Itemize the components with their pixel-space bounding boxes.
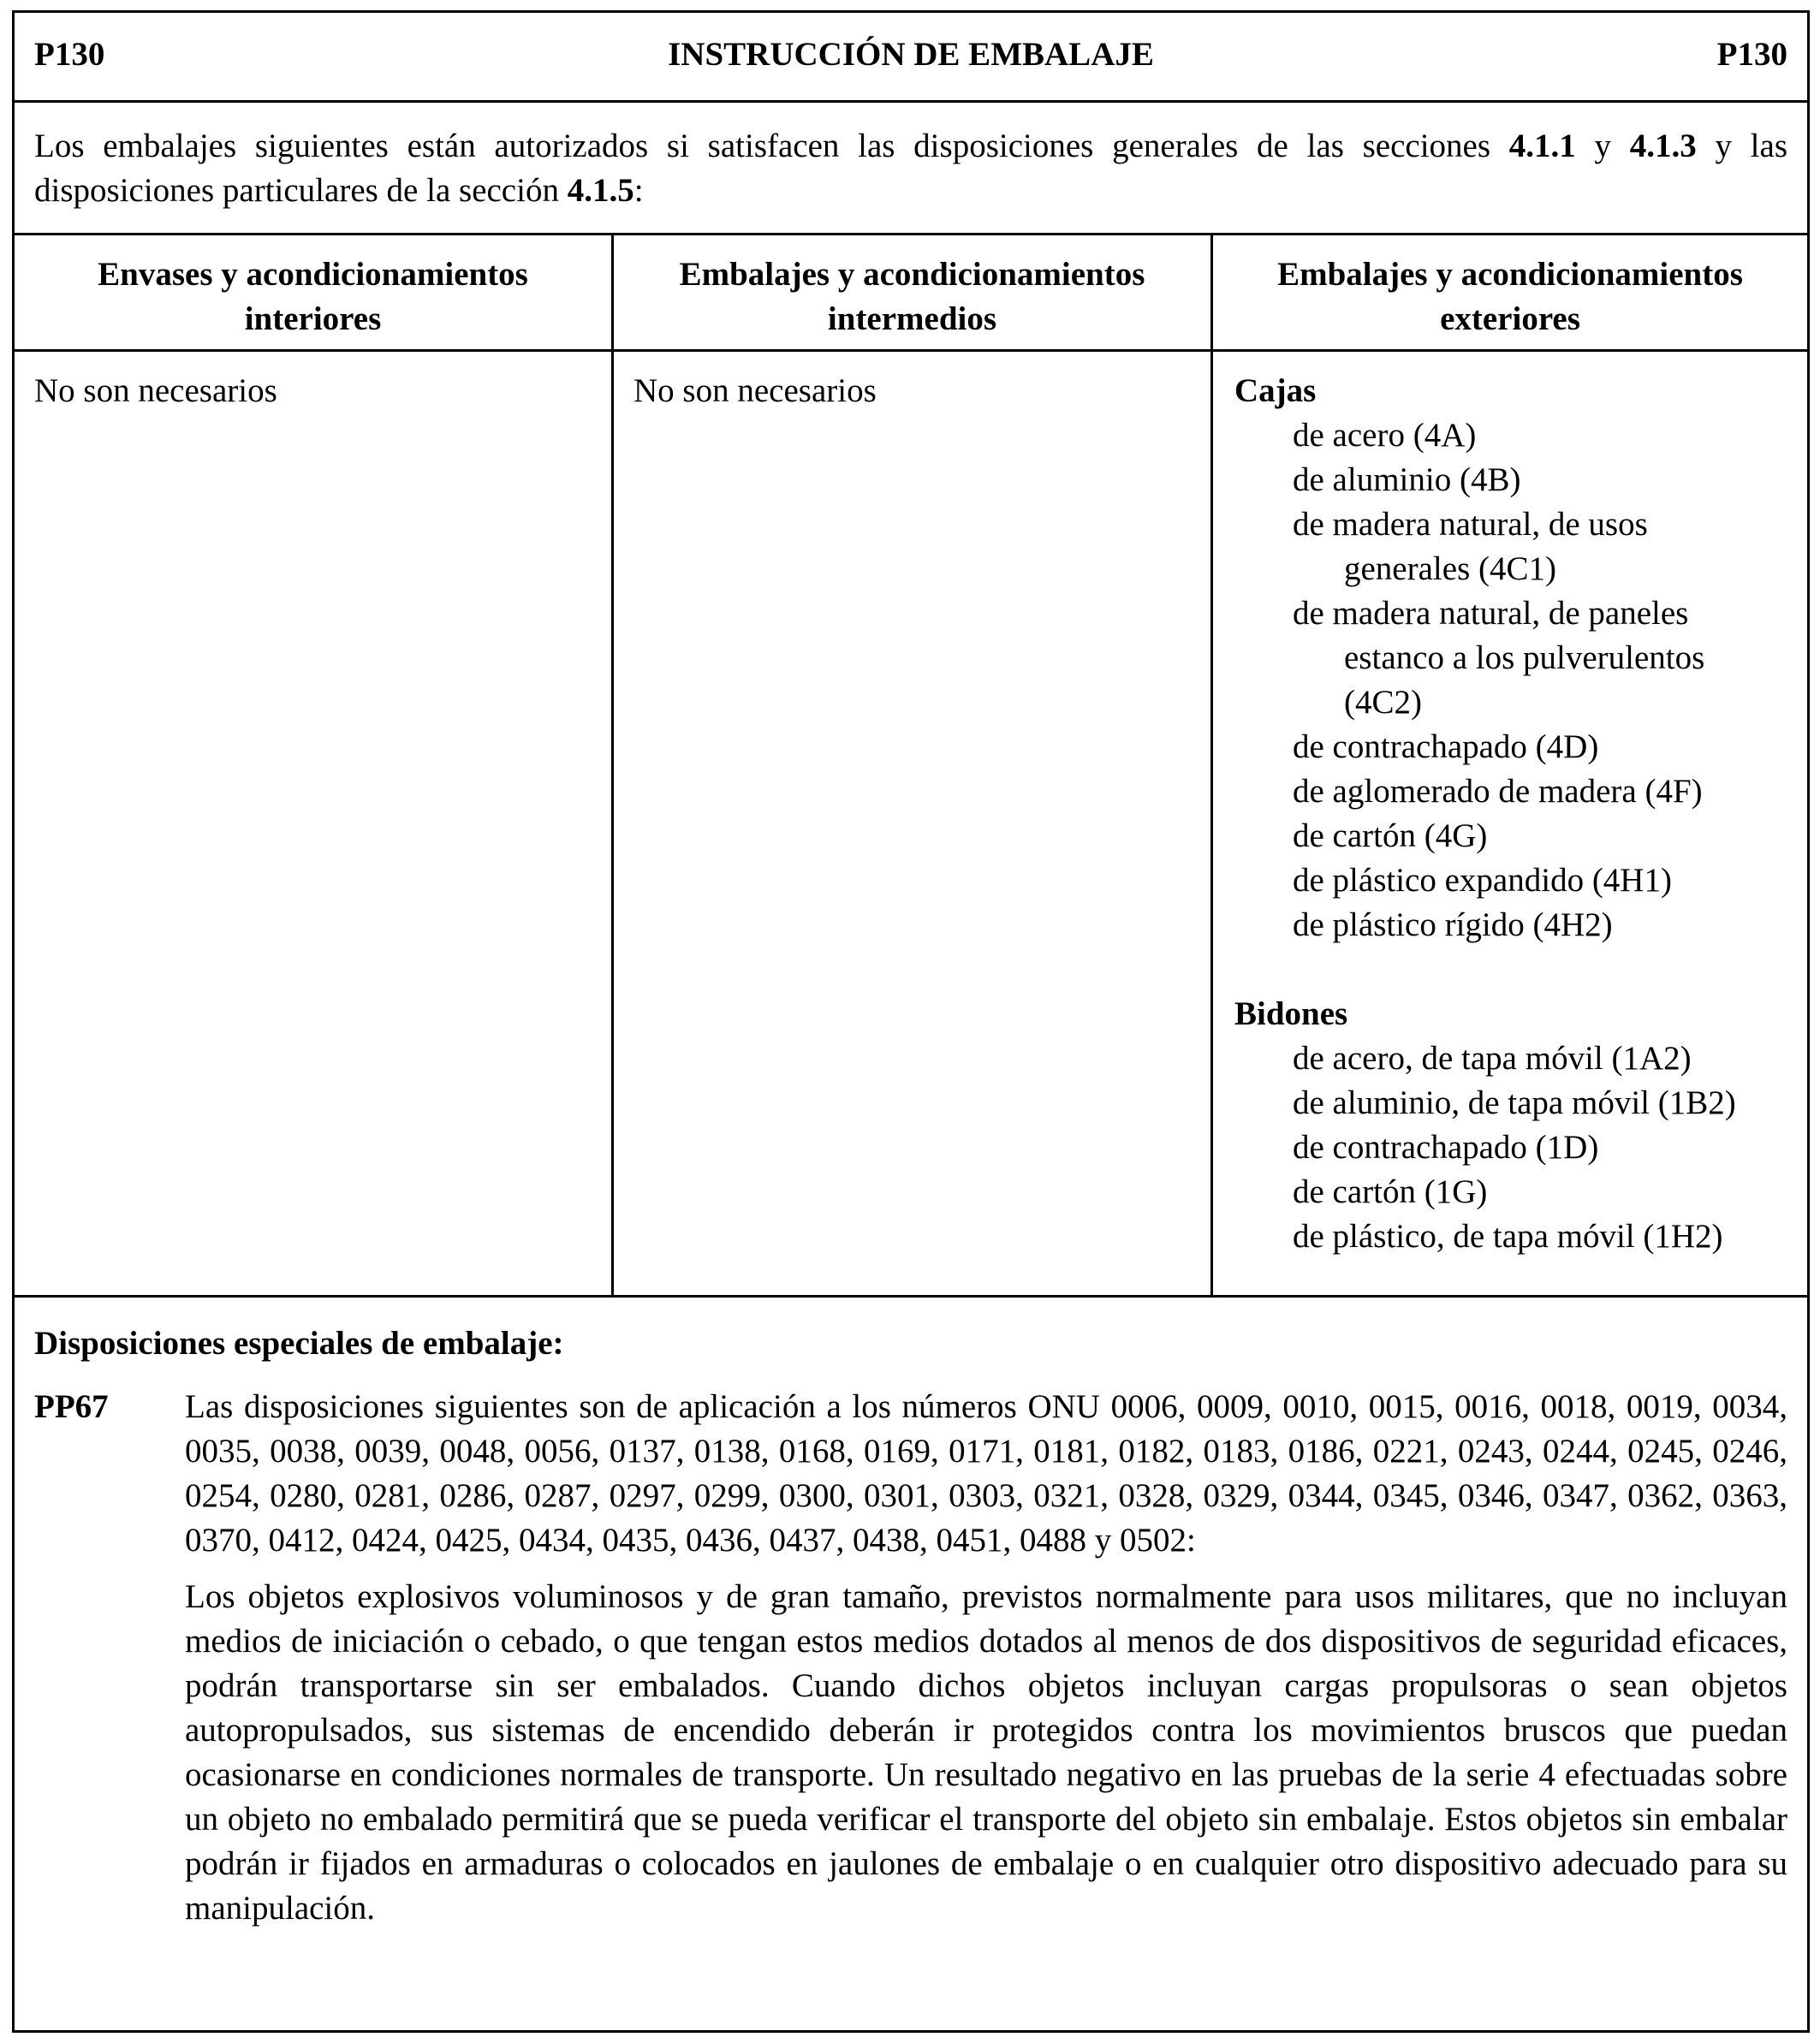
intro-text: Los embalajes siguientes están autorizados si satisfacen las disposiciones generales de las secciones xyxy=(34,128,1509,164)
packaging-list-item xyxy=(1234,769,1807,814)
intermediate-packaging-value: No son necesarios xyxy=(633,372,877,409)
packaging-list-item xyxy=(1234,1215,1807,1259)
column-contents xyxy=(15,352,1807,1298)
packaging-list-item xyxy=(1234,502,1807,591)
packaging-list-line: de plástico rígido (4H2) xyxy=(1293,906,1613,943)
instruction-title: INSTRUCCIÓN DE EMBALAJE xyxy=(668,36,1154,73)
drums-title: Bidones xyxy=(1234,995,1348,1032)
packaging-list-item xyxy=(1234,1125,1807,1170)
inner-packaging-value: No son necesarios xyxy=(34,372,277,409)
special-provisions-title: Disposiciones especiales de embalaje: xyxy=(34,1325,564,1362)
packaging-list-line: de plástico, de tapa móvil (1H2) xyxy=(1293,1218,1723,1255)
special-provisions xyxy=(15,1298,1807,2030)
packaging-list-line: estanco a los pulverulentos xyxy=(1344,639,1705,676)
packaging-list-item xyxy=(1234,591,1807,725)
packaging-list-item xyxy=(1234,814,1807,858)
packaging-list-item xyxy=(1234,413,1807,458)
provision-paragraph: Los objetos explosivos voluminosos y de gran tamaño, previstos normalmente para usos militares, que no incluyan medios de iniciación o cebado, o que tengan estos medios dotados al menos de dos dispositivos de seguridad eficaces, podrán transportarse sin ser embalados. Cuando dichos objetos incluyan cargas propulsoras o sean objetos autopropulsados, sus sistemas de encendido deberán ir protegidos contra los movimientos bruscos que puedan ocasionarse en condiciones normales de transporte. Un resultado negativo en las pruebas de la serie 4 efectuadas sobre un objeto no embalado permitirá que se pueda verificar el transporte del objeto sin embalaje. Estos objetos sin embalar podrán ir fijados en armaduras o colocados en jaulones de embalaje o en cualquier otro dispositivo adecuado para su manipulación. xyxy=(185,1578,1787,1927)
drums-list xyxy=(1234,1036,1807,1259)
packaging-list-item xyxy=(1234,858,1807,903)
packaging-list-line: (4C2) xyxy=(1344,684,1422,721)
packaging-list-line: de madera natural, de usos xyxy=(1293,506,1648,543)
instruction-header xyxy=(15,13,1807,103)
instruction-code-left: P130 xyxy=(34,36,105,73)
column-headers xyxy=(15,235,1807,352)
outer-packaging-cell xyxy=(1213,352,1807,1295)
section-ref: 4.1.5 xyxy=(567,172,634,209)
packing-instruction-table xyxy=(12,10,1810,2033)
section-ref: 4.1.1 xyxy=(1508,128,1576,164)
intro-text: y xyxy=(1575,128,1630,164)
packaging-list-item xyxy=(1234,1036,1807,1081)
packaging-list-line: de plástico expandido (4H1) xyxy=(1293,862,1672,899)
outer-packaging-header: Embalajes y acondicionamientos exteriores xyxy=(1277,256,1743,337)
provision-pp67 xyxy=(34,1385,1787,1931)
inner-packaging-header: Envases y acondicionamientos interiores xyxy=(15,235,614,349)
packaging-list-line: de aluminio, de tapa móvil (1B2) xyxy=(1293,1084,1736,1121)
packaging-list-line: de cartón (1G) xyxy=(1293,1173,1488,1210)
packaging-list-line: de contrachapado (1D) xyxy=(1293,1129,1599,1166)
packaging-list-line: de aluminio (4B) xyxy=(1293,461,1521,498)
provision-code: PP67 xyxy=(34,1388,109,1425)
intro-paragraph xyxy=(15,103,1807,235)
instruction-code-right: P130 xyxy=(1716,36,1787,73)
packaging-list-item xyxy=(1234,903,1807,947)
packaging-list-line: generales (4C1) xyxy=(1344,550,1556,587)
packaging-list-line: de acero, de tapa móvil (1A2) xyxy=(1293,1040,1692,1077)
packaging-list-item xyxy=(1234,1170,1807,1215)
boxes-list xyxy=(1234,413,1807,947)
packaging-list-line: de aglomerado de madera (4F) xyxy=(1293,773,1703,810)
packaging-list-item xyxy=(1234,1081,1807,1125)
packaging-list-line: de cartón (4G) xyxy=(1293,817,1488,854)
intro-text: : xyxy=(633,172,644,209)
intermediate-packaging-cell xyxy=(614,352,1213,1295)
intro-text: y las disposiciones particulares de la sección xyxy=(34,128,1788,209)
packaging-list-line: de acero (4A) xyxy=(1293,417,1477,454)
packaging-list-line: de madera natural, de paneles xyxy=(1293,595,1689,632)
packaging-list-line: de contrachapado (4D) xyxy=(1293,728,1599,765)
boxes-title: Cajas xyxy=(1234,372,1317,409)
section-ref: 4.1.3 xyxy=(1629,128,1697,164)
intermediate-packaging-header: Embalajes y acondicionamientos intermedios xyxy=(614,235,1213,349)
packaging-list-item xyxy=(1234,725,1807,769)
packaging-list-item xyxy=(1234,458,1807,502)
inner-packaging-cell xyxy=(15,352,614,1295)
provision-paragraph: Las disposiciones siguientes son de aplicación a los números ONU 0006, 0009, 0010, 0015, 0016, 0018, 0019, 0034, 0035, 0038, 0039, 0048, 0056, 0137, 0138, 0168, 0169, 0171, 0181, 0182, 0183, 0186, 0221, 0243, 0244, 0245, 0246, 0254, 0280, 0281, 0286, 0287, 0297, 0299, 0300, 0301, 0303, 0321, 0328, 0329, 0344, 0345, 0346, 0347, 0362, 0363, 0370, 0412, 0424, 0425, 0434, 0435, 0436, 0437, 0438, 0451, 0488 y 0502: xyxy=(185,1388,1787,1559)
